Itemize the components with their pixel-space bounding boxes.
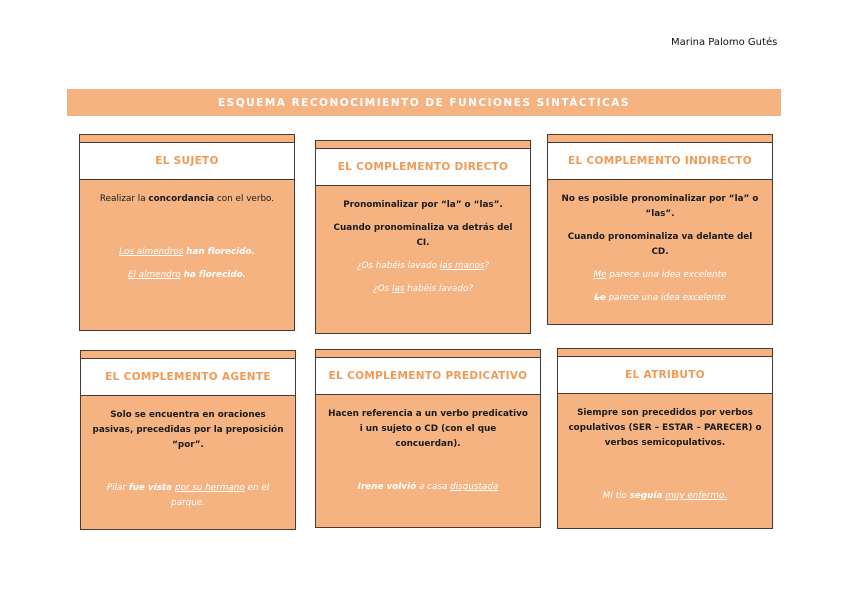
card-top-strip xyxy=(315,349,541,358)
rule-text: Solo se encuentra en oraciones pasivas, precedidas por la preposición “por”. xyxy=(92,410,284,450)
card-body xyxy=(557,393,773,529)
card-body xyxy=(80,395,296,530)
example-1: ¿Os habéis lavado las manos? xyxy=(356,261,490,271)
card-top-strip xyxy=(557,348,773,357)
card-title: EL ATRIBUTO xyxy=(625,369,705,381)
card-body xyxy=(315,394,541,528)
rule-text-1: No es posible pronominalizar por “la” o “las”. xyxy=(561,194,759,219)
example-2: ¿Os las habéis lavado? xyxy=(372,284,474,294)
card-header xyxy=(80,359,296,395)
card-header xyxy=(557,357,773,393)
card-top-strip xyxy=(547,134,773,143)
card-title: EL COMPLEMENTO AGENTE xyxy=(105,371,271,383)
card-complemento-directo xyxy=(315,140,531,334)
card-complemento-predicativo xyxy=(315,349,541,528)
rule-text-2: Cuando pronominaliza va delante del CD. xyxy=(567,232,753,257)
rule-text-2: Cuando pronominaliza va detrás del CI. xyxy=(333,223,513,248)
rule-text-1: Pronominalizar por “la” o “las”. xyxy=(343,200,503,210)
author-name: Marina Palomo Gutés xyxy=(671,37,778,48)
card-title: EL SUJETO xyxy=(155,155,219,167)
card-header xyxy=(315,358,541,394)
card-top-strip xyxy=(79,134,295,143)
card-complemento-agente xyxy=(80,350,296,530)
page-title: ESQUEMA RECONOCIMIENTO DE FUNCIONES SINTÁCTICAS xyxy=(217,96,630,109)
card-header xyxy=(79,143,295,179)
example-2: Le parece una idea excelente xyxy=(594,293,726,303)
card-body xyxy=(547,179,773,325)
card-body xyxy=(315,185,531,334)
card-title: EL COMPLEMENTO PREDICATIVO xyxy=(328,370,528,382)
rule-text: Siempre son precedidos por verbos copulativos (SER – ESTAR – PARECER) o verbos semicopulativos. xyxy=(568,408,762,448)
card-body xyxy=(79,179,295,331)
card-complemento-indirecto xyxy=(547,134,773,325)
example-1: Los almendros han florecido. xyxy=(119,247,255,257)
card-title: EL COMPLEMENTO DIRECTO xyxy=(337,161,509,173)
rule-text: Realizar la concordancia con el verbo. xyxy=(99,194,275,204)
card-title: EL COMPLEMENTO INDIRECTO xyxy=(568,155,752,167)
example-1: Pilar fue vista por su hermano en el parque. xyxy=(106,483,270,508)
card-top-strip xyxy=(315,140,531,149)
card-atributo xyxy=(557,348,773,529)
example-1: Irene volvió a casa disgustada xyxy=(357,482,499,492)
card-header xyxy=(315,149,531,185)
card-header xyxy=(547,143,773,179)
example-1: Me parece una idea excelente xyxy=(593,270,727,280)
card-top-strip xyxy=(80,350,296,359)
card-sujeto xyxy=(79,134,295,331)
example-2: El almendro ha florecido. xyxy=(127,270,247,280)
example-1: Mi tío seguía muy enfermo. xyxy=(602,491,728,501)
title-banner xyxy=(67,89,781,116)
rule-text: Hacen referencia a un verbo predicativo i un sujeto o CD (con el que concuerdan). xyxy=(328,409,528,449)
